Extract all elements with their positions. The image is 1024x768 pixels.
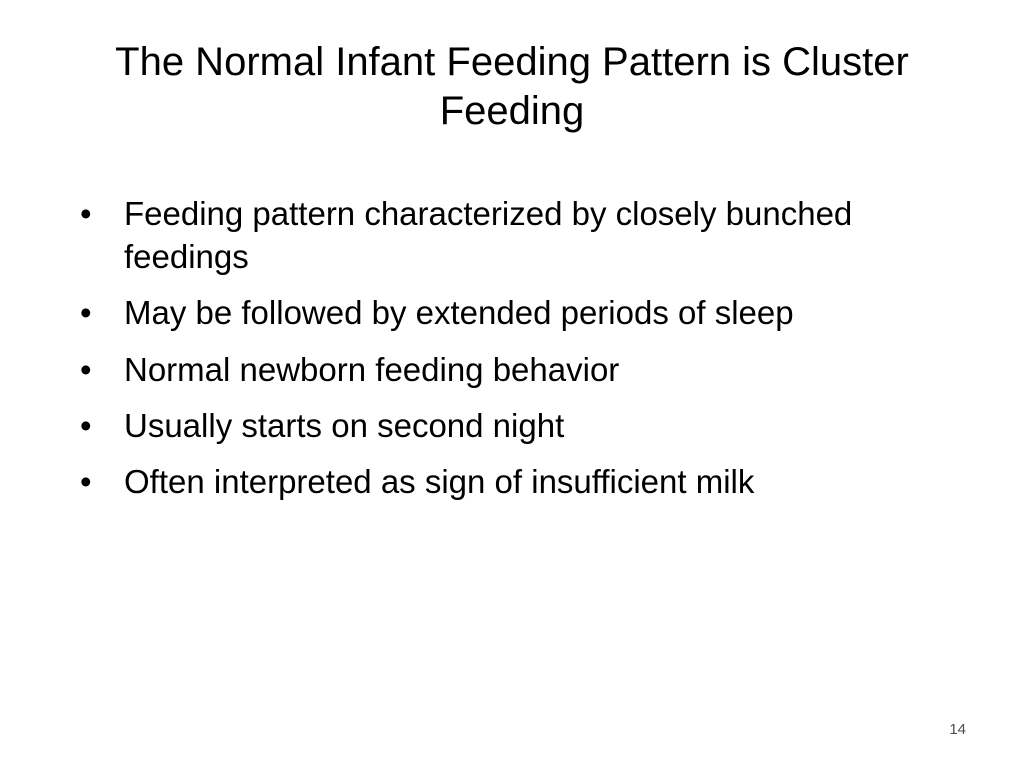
page-title: The Normal Infant Feeding Pattern is Cluster Feeding bbox=[115, 40, 909, 133]
list-item-text: Normal newborn feeding behavior bbox=[124, 350, 620, 388]
bullet-point-icon: • bbox=[80, 463, 92, 501]
bullet-point-icon: • bbox=[80, 350, 92, 388]
list-item bbox=[80, 348, 970, 391]
bullet-point-icon: • bbox=[80, 294, 92, 332]
bullet-list bbox=[80, 192, 970, 516]
list-item bbox=[80, 291, 970, 334]
list-item bbox=[80, 192, 970, 278]
list-item-text: Often interpreted as sign of insufficient milk bbox=[124, 463, 755, 501]
bullet-point-icon: • bbox=[80, 406, 92, 444]
list-item bbox=[80, 460, 970, 503]
slide-number: 14 bbox=[949, 721, 966, 738]
list-item bbox=[80, 404, 970, 447]
list-item-text: Feeding pattern characterized by closely bunched feedings bbox=[124, 195, 853, 276]
bullet-point-icon: • bbox=[80, 195, 92, 232]
list-item-text: Usually starts on second night bbox=[124, 406, 565, 444]
list-item-text: May be followed by extended periods of sleep bbox=[124, 294, 794, 332]
